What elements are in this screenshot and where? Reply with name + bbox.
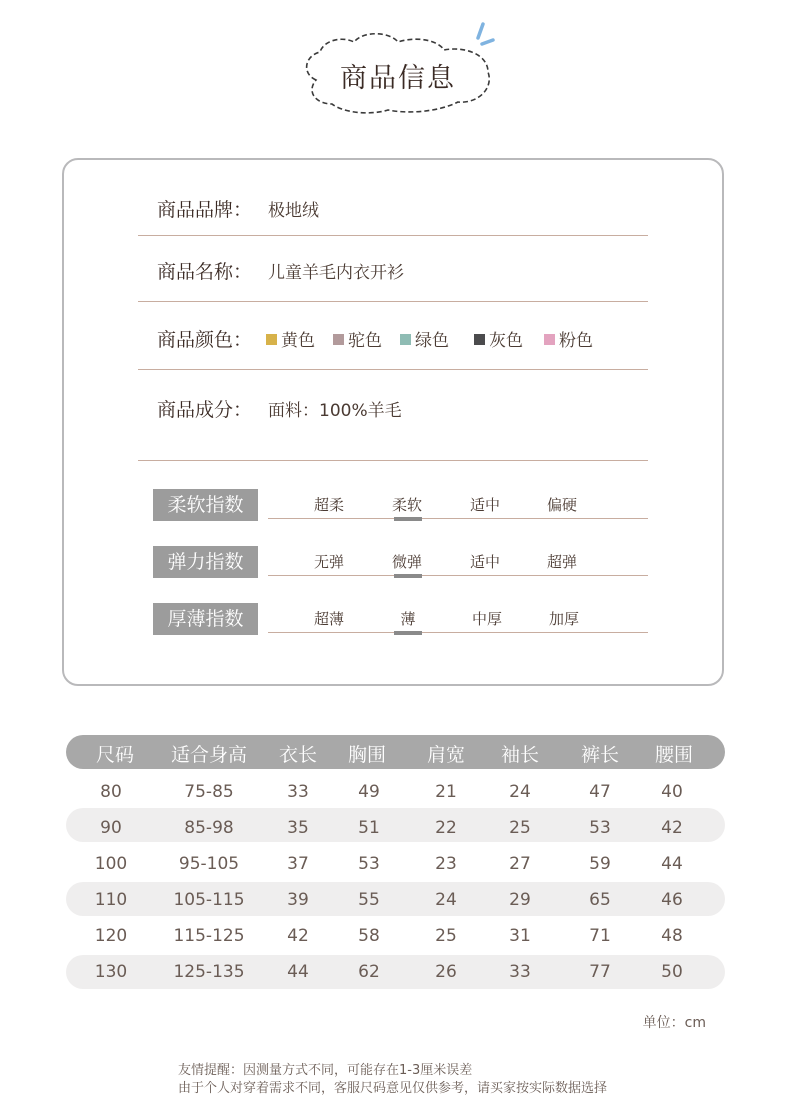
divider	[138, 301, 648, 302]
thickness-selected-marker	[394, 631, 422, 635]
table-cell: 71	[589, 926, 611, 946]
unit-label: 单位：cm	[642, 1015, 706, 1031]
color-swatch	[333, 334, 344, 345]
column-header-length: 衣长	[278, 744, 318, 766]
table-cell: 85-98	[184, 818, 234, 838]
table-cell: 53	[589, 818, 611, 838]
column-header-size: 尺码	[95, 744, 135, 766]
column-header-chest: 胸围	[347, 744, 387, 766]
color-item-green	[400, 326, 449, 351]
table-cell: 62	[358, 962, 380, 982]
elasticity-selected-marker	[394, 574, 422, 578]
table-cell: 125-135	[173, 962, 245, 982]
softness-option: 适中	[469, 496, 500, 514]
table-cell: 35	[287, 818, 309, 838]
table-cell: 120	[94, 926, 128, 946]
thickness-option: 中厚	[471, 610, 502, 628]
divider	[138, 235, 648, 236]
color-swatch	[266, 334, 277, 345]
color-item-pink	[544, 326, 593, 351]
column-header-shoulder: 肩宽	[426, 744, 466, 766]
elasticity-scale-line	[268, 575, 648, 576]
column-header-height: 适合身高	[170, 744, 248, 766]
color-swatch	[474, 334, 485, 345]
table-cell: 24	[435, 890, 457, 910]
elasticity-option-selected: 微弹	[391, 553, 422, 571]
table-cell: 29	[509, 890, 531, 910]
color-name: 粉色	[559, 331, 593, 351]
color-item-gray	[474, 326, 523, 351]
color-name: 驼色	[348, 331, 382, 351]
elasticity-option: 无弹	[313, 553, 344, 571]
table-cell: 51	[358, 818, 380, 838]
table-cell: 42	[661, 818, 683, 838]
table-cell: 40	[661, 782, 683, 802]
table-cell: 33	[509, 962, 531, 982]
softness-option: 偏硬	[546, 496, 577, 514]
table-cell: 25	[435, 926, 457, 946]
table-cell: 100	[94, 854, 128, 874]
table-cell: 46	[661, 890, 683, 910]
thickness-option: 超薄	[313, 610, 344, 628]
table-cell: 49	[358, 782, 380, 802]
table-cell: 53	[358, 854, 380, 874]
table-cell: 47	[589, 782, 611, 802]
table-row-stripe	[66, 955, 725, 989]
thickness-option-selected: 薄	[400, 610, 416, 628]
brand-label: 商品品牌：	[157, 199, 253, 221]
column-header-pants: 裤长	[580, 744, 620, 766]
table-cell: 77	[589, 962, 611, 982]
thickness-index-title: 厚薄指数	[153, 603, 258, 635]
table-cell: 75-85	[184, 782, 234, 802]
size-table-header	[66, 735, 725, 769]
table-cell: 24	[509, 782, 531, 802]
table-cell: 50	[661, 962, 683, 982]
table-cell: 65	[589, 890, 611, 910]
colors-label: 商品颜色：	[157, 329, 253, 351]
color-name: 绿色	[415, 331, 449, 351]
composition-label: 商品成分：	[157, 399, 253, 421]
table-cell: 59	[589, 854, 611, 874]
table-cell: 25	[509, 818, 531, 838]
table-cell: 33	[287, 782, 309, 802]
color-name: 黄色	[281, 331, 315, 351]
name-value: 儿童羊毛内衣开衫	[268, 263, 404, 283]
color-swatch	[400, 334, 411, 345]
table-cell: 115-125	[173, 926, 245, 946]
elasticity-option: 适中	[469, 553, 500, 571]
table-cell: 21	[435, 782, 457, 802]
softness-option: 超柔	[313, 496, 344, 514]
softness-scale-line	[268, 518, 648, 519]
elasticity-index-title: 弹力指数	[153, 546, 258, 578]
table-cell: 55	[358, 890, 380, 910]
table-cell: 42	[287, 926, 309, 946]
table-cell: 95-105	[178, 854, 240, 874]
brand-value: 极地绒	[268, 201, 319, 221]
color-item-yellow	[266, 326, 315, 351]
thickness-option: 加厚	[548, 610, 579, 628]
table-cell: 105-115	[173, 890, 245, 910]
table-cell: 44	[661, 854, 683, 874]
table-cell: 80	[100, 782, 122, 802]
table-cell: 31	[509, 926, 531, 946]
elasticity-option: 超弹	[546, 553, 577, 571]
table-cell: 48	[661, 926, 683, 946]
name-label: 商品名称：	[157, 261, 253, 283]
table-cell: 37	[287, 854, 309, 874]
divider	[138, 460, 648, 461]
table-cell: 130	[94, 962, 128, 982]
thickness-scale-line	[268, 632, 648, 633]
page-title: 商品信息	[340, 63, 456, 94]
table-cell: 22	[435, 818, 457, 838]
table-cell: 39	[287, 890, 309, 910]
table-cell: 44	[287, 962, 309, 982]
color-item-camel	[333, 326, 382, 351]
table-row-stripe	[66, 808, 725, 842]
divider	[138, 369, 648, 370]
table-cell: 58	[358, 926, 380, 946]
note-measurement: 友情提醒：因测量方式不同，可能存在1-3厘米误差	[178, 1063, 473, 1078]
softness-option-selected: 柔软	[391, 496, 422, 514]
color-name: 灰色	[489, 331, 523, 351]
table-row-stripe	[66, 882, 725, 916]
note-advice: 由于个人对穿着需求不同，客服尺码意见仅供参考，请买家按实际数据选择	[178, 1081, 608, 1096]
table-cell: 27	[509, 854, 531, 874]
softness-index-title: 柔软指数	[153, 489, 258, 521]
table-cell: 26	[435, 962, 457, 982]
column-header-sleeve: 袖长	[500, 744, 540, 766]
table-cell: 23	[435, 854, 457, 874]
composition-value: 面料：100%羊毛	[268, 401, 402, 421]
color-swatch	[544, 334, 555, 345]
table-cell: 110	[94, 890, 128, 910]
column-header-waist: 腰围	[654, 744, 694, 766]
softness-selected-marker	[394, 517, 422, 521]
table-cell: 90	[100, 818, 122, 838]
